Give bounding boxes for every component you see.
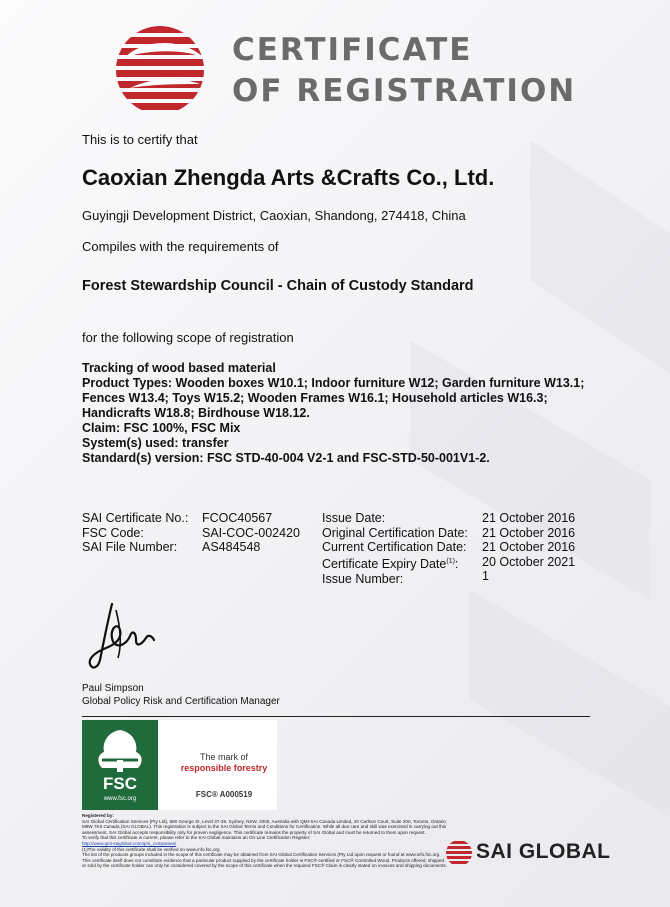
company-address: Guyingji Development District, Caoxian, Shandong, 274418, China	[82, 208, 466, 223]
scope-intro: for the following scope of registration	[82, 330, 294, 345]
expiry-date: 20 October 2021	[482, 554, 576, 569]
certificate-title-line2: OF REGISTRATION	[232, 73, 577, 109]
fine-print-line: The list of the products groups included in the scope of this certificate may be obtained from SAI Global Certification Services (Pty Ltd upon request or found at www.info.fsc.org. This certificate itself does not constitute evidence that a particular product supplied by the certificate holder is FSC®-certified or FSC® Controlled Wood. Products offered, shipped or sold by the certificate holder can only be considered covered by the scope of this certificate when the required FSC® Claim is clearly stated on invoices and shipping documents.	[82, 852, 447, 869]
id-label: SAI Certificate No.:	[82, 511, 189, 525]
scope-block	[82, 361, 642, 466]
fsc-mark-line2: responsible forestry	[180, 763, 268, 773]
original-certification-date: 21 October 2016	[482, 525, 576, 540]
fine-print	[82, 813, 447, 869]
date-label: Issue Date:	[322, 511, 386, 525]
date-label: Original Certification Date:	[322, 525, 468, 540]
fsc-logo	[82, 720, 158, 810]
issue-date: 21 October 2016	[482, 511, 576, 525]
fsc-logo-url: www.fsc.org	[103, 796, 137, 802]
expiry-label	[322, 555, 468, 572]
id-labels	[82, 511, 188, 555]
id-label: SAI File Number:	[82, 540, 178, 555]
signatory-title: Global Policy Risk and Certification Manager	[82, 696, 280, 707]
scope-line: Tracking of wood based material	[82, 361, 276, 375]
scope-line: Fences W13.4; Toys W15.2; Wooden Frames W16.1; Household articles W16.3;	[82, 391, 548, 405]
signatory-name: Paul Simpson	[82, 683, 144, 694]
fine-print-line: (1)The validity of this certificate shall be verified on www.info.fsc.org	[82, 846, 220, 852]
company-name: Caoxian Zhengda Arts &Crafts Co., Ltd.	[82, 165, 495, 190]
certificate-number: FCOC40567	[202, 511, 273, 525]
fsc-mark-line1: The mark of	[199, 752, 248, 762]
scope-line: Product Types: Wooden boxes W10.1; Indoor furniture W12; Garden furniture W13.1;	[82, 376, 585, 390]
standard-name: Forest Stewardship Council - Chain of Custody Standard	[82, 278, 474, 294]
fine-print-line: To verify that this certificate is current, please refer to the SAI Global maintains an On-Line Certification Register:	[82, 835, 311, 841]
sai-globe-logo	[104, 18, 216, 118]
fsc-label	[82, 720, 277, 810]
scope-line: Claim: FSC 100%, FSC Mix	[82, 421, 241, 435]
register-link[interactable]: http://www.qmi-saiglobal.com/qmi_companies/	[82, 840, 177, 846]
fine-print-line: Registered by:	[82, 813, 114, 818]
fsc-code: SAI-COC-002420	[202, 525, 300, 540]
expiry-colon: :	[454, 556, 459, 571]
watermark-graphic	[350, 140, 670, 840]
signatory-block	[82, 682, 280, 708]
intro-text: This is to certify that	[82, 132, 198, 147]
scope-line: Handicrafts W18.8; Birdhouse W18.12.	[82, 406, 310, 420]
complies-text: Compiles with the requirements of	[82, 239, 279, 254]
sai-global-wordmark: SAI GLOBAL	[476, 840, 611, 863]
issue-number: 1	[482, 569, 489, 584]
scope-line: Standard(s) version: FSC STD-40-004 V2-1 and FSC-STD-50-001V1-2.	[82, 451, 490, 465]
current-certification-date: 21 October 2016	[482, 540, 576, 555]
expiry-footnote-mark: (1)	[446, 557, 455, 565]
sai-global-icon	[444, 838, 474, 868]
date-label: Issue Number:	[322, 571, 404, 586]
fsc-licence-code: FSC® A000519	[195, 790, 253, 799]
divider	[82, 716, 590, 717]
signature	[82, 600, 162, 672]
fsc-mark-text	[174, 752, 274, 774]
file-number: AS484548	[202, 540, 261, 555]
date-values	[482, 511, 575, 584]
certificate-title-line1: CERTIFICATE	[232, 32, 473, 68]
date-label: Certificate Expiry Date	[322, 556, 447, 571]
scope-line: System(s) used: transfer	[82, 436, 229, 450]
id-values	[202, 511, 300, 555]
date-label: Current Certification Date:	[322, 540, 467, 555]
fine-print-line: SAI Global Certification Services (Pty Ltd), 680 George St, Level 37-38, Sydney, NSW, 2000, Australia with QMI-SAI Canada Limited, 20 Carlson Court, Suite 200, Toronto, Ontario M9W 7K6 Canada (SAI GLOBAL). This registration is subject to the SAI Global Terms and Conditions for Certification. While all due care and skill was exercised in carrying out this assessment, SAI Global accepts responsibility only for proven negligence. This certificate remains the property of SAI Global and must be returned to them upon request.	[82, 818, 447, 835]
date-labels	[322, 511, 468, 586]
id-label: FSC Code:	[82, 525, 144, 540]
fsc-logo-text: FSC	[103, 774, 137, 793]
